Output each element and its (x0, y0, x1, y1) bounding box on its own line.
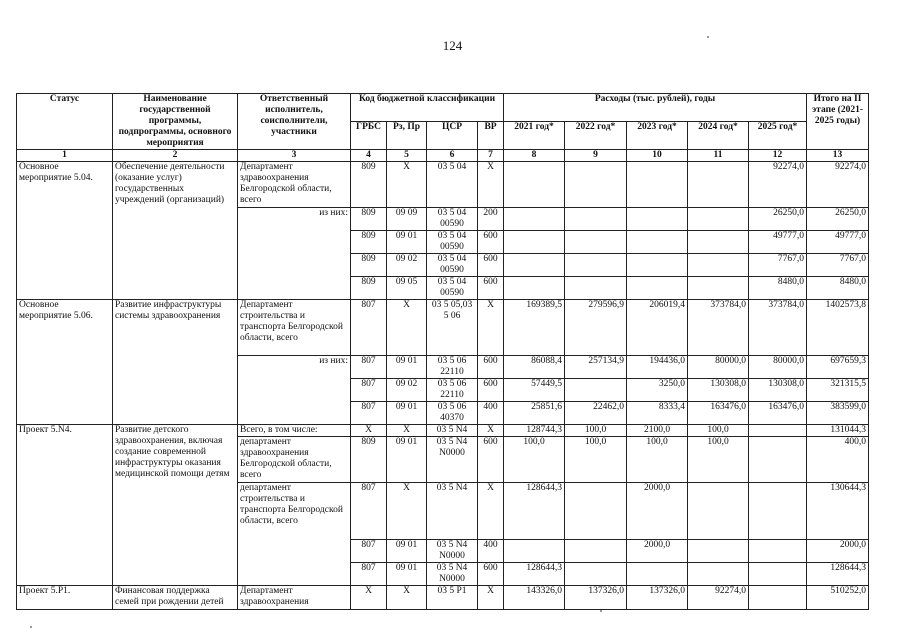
amount-2023: 137326,0 (627, 586, 688, 610)
col-num: 8 (504, 150, 565, 162)
col-num: 9 (565, 150, 627, 162)
responsible-cell: Департамент здравоохранения Белгородской области, всего (238, 162, 351, 208)
status-cell: Проект 5.Р1. (17, 586, 113, 610)
amount-2021: 128744,3 (504, 425, 565, 437)
header-row-1 (17, 94, 869, 122)
header-total: Итого на II этапе (2021-2025 годы) (807, 94, 869, 150)
amount-2023 (627, 254, 688, 277)
amount-2024: 130308,0 (688, 379, 749, 402)
amount-2023: 3250,0 (627, 379, 688, 402)
grbs-cell: 807 (351, 483, 387, 540)
table-row (17, 300, 869, 356)
header-vr: ВР (478, 122, 504, 150)
name-cell: Финансовая поддержка семей при рождении детей (113, 586, 238, 610)
csr-cell: 03 5 04 00590 (427, 208, 478, 231)
amount-2025: 8480,0 (749, 277, 807, 300)
amount-2022 (565, 379, 627, 402)
amount-total: 92274,0 (807, 162, 869, 208)
rzpr-cell: Х (387, 300, 427, 356)
csr-cell: 03 5 04 00590 (427, 254, 478, 277)
scan-speck (600, 610, 602, 612)
csr-cell: 03 5 N4 (427, 425, 478, 437)
amount-2022: 100,0 (565, 425, 627, 437)
amount-2022 (565, 231, 627, 254)
grbs-cell: 809 (351, 437, 387, 483)
header-rzpr: Рз, Пр (387, 122, 427, 150)
amount-total: 1402573,8 (807, 300, 869, 356)
col-num: 7 (478, 150, 504, 162)
amount-total: 8480,0 (807, 277, 869, 300)
amount-2024: 100,0 (688, 425, 749, 437)
vr-cell: 600 (478, 254, 504, 277)
rzpr-cell: 09 01 (387, 563, 427, 586)
responsible-cell: Департамент здравоохранения (238, 586, 351, 610)
csr-cell: 03 5 N4 N0000 (427, 563, 478, 586)
amount-2021: 57449,5 (504, 379, 565, 402)
amount-total: 128644,3 (807, 563, 869, 586)
amount-2021: 169389,5 (504, 300, 565, 356)
amount-2021: 143326,0 (504, 586, 565, 610)
amount-total: 697659,3 (807, 356, 869, 379)
grbs-cell: 807 (351, 563, 387, 586)
amount-2024 (688, 208, 749, 231)
responsible-cell: департамент строительства и транспорта Белгородской области, всего (238, 483, 351, 586)
col-num: 4 (351, 150, 387, 162)
amount-2024 (688, 277, 749, 300)
vr-cell: 600 (478, 437, 504, 483)
column-numbers-row (17, 150, 869, 162)
name-cell: Развитие инфраструктуры системы здравоохранения (113, 300, 238, 425)
rzpr-cell: 09 01 (387, 402, 427, 425)
amount-2022 (565, 563, 627, 586)
amount-2025 (749, 586, 807, 610)
header-expenses: Расходы (тыс. рублей), годы (504, 94, 807, 122)
csr-cell: 03 5 Р1 (427, 586, 478, 610)
grbs-cell: Х (351, 586, 387, 610)
csr-cell: 03 5 04 00590 (427, 231, 478, 254)
amount-2022 (565, 277, 627, 300)
grbs-cell: 809 (351, 277, 387, 300)
amount-2023: 8333,4 (627, 402, 688, 425)
rzpr-cell: 09 01 (387, 231, 427, 254)
amount-total: 49777,0 (807, 231, 869, 254)
amount-2025 (749, 483, 807, 540)
rzpr-cell: Х (387, 162, 427, 208)
grbs-cell: 807 (351, 402, 387, 425)
responsible-cell: Всего, в том числе: (238, 425, 351, 437)
rzpr-cell: Х (387, 483, 427, 540)
amount-2025 (749, 425, 807, 437)
header-grbs: ГРБС (351, 122, 387, 150)
amount-total: 7767,0 (807, 254, 869, 277)
grbs-cell: 807 (351, 540, 387, 563)
vr-cell: 600 (478, 379, 504, 402)
amount-2023 (627, 563, 688, 586)
amount-total: 383599,0 (807, 402, 869, 425)
amount-2023: 194436,0 (627, 356, 688, 379)
amount-total: 2000,0 (807, 540, 869, 563)
amount-2022: 137326,0 (565, 586, 627, 610)
budget-table (16, 93, 869, 610)
rzpr-cell: 09 01 (387, 356, 427, 379)
amount-2022: 22462,0 (565, 402, 627, 425)
amount-2021 (504, 254, 565, 277)
vr-cell: 600 (478, 277, 504, 300)
amount-2021: 128644,3 (504, 563, 565, 586)
amount-2025: 163476,0 (749, 402, 807, 425)
amount-2022: 279596,9 (565, 300, 627, 356)
amount-2024: 100,0 (688, 437, 749, 483)
amount-2024: 80000,0 (688, 356, 749, 379)
amount-2021 (504, 277, 565, 300)
amount-total: 130644,3 (807, 483, 869, 540)
amount-total: 321315,5 (807, 379, 869, 402)
amount-2023: 206019,4 (627, 300, 688, 356)
amount-2023 (627, 162, 688, 208)
amount-2021: 100,0 (504, 437, 565, 483)
header-2025: 2025 год* (749, 122, 807, 150)
csr-cell: 03 5 06 22110 (427, 356, 478, 379)
rzpr-cell: 09 02 (387, 254, 427, 277)
amount-2021 (504, 208, 565, 231)
amount-2021 (504, 540, 565, 563)
vr-cell: Х (478, 483, 504, 540)
status-cell: Основное мероприятие 5.04. (17, 162, 113, 300)
amount-2022 (565, 540, 627, 563)
amount-2025 (749, 540, 807, 563)
amount-2022 (565, 254, 627, 277)
amount-2024: 373784,0 (688, 300, 749, 356)
amount-2021: 25851,6 (504, 402, 565, 425)
col-num: 10 (627, 150, 688, 162)
responsible-cell: из них: (238, 208, 351, 300)
amount-total: 400,0 (807, 437, 869, 483)
col-num: 6 (427, 150, 478, 162)
scan-speck (30, 626, 32, 628)
grbs-cell: 809 (351, 162, 387, 208)
amount-2023: 2100,0 (627, 425, 688, 437)
rzpr-cell: 09 02 (387, 379, 427, 402)
amount-2021 (504, 162, 565, 208)
grbs-cell: 809 (351, 208, 387, 231)
amount-2022 (565, 483, 627, 540)
header-2022: 2022 год* (565, 122, 627, 150)
vr-cell: 600 (478, 356, 504, 379)
amount-2024: 163476,0 (688, 402, 749, 425)
vr-cell: 400 (478, 540, 504, 563)
vr-cell: 600 (478, 231, 504, 254)
status-cell: Основное мероприятие 5.06. (17, 300, 113, 425)
csr-cell: 03 5 04 (427, 162, 478, 208)
amount-2022 (565, 208, 627, 231)
vr-cell: 200 (478, 208, 504, 231)
header-budget-code: Код бюджетной классификации (351, 94, 504, 122)
amount-2024 (688, 231, 749, 254)
amount-2024 (688, 563, 749, 586)
col-num: 1 (17, 150, 113, 162)
amount-2025: 80000,0 (749, 356, 807, 379)
rzpr-cell: 09 01 (387, 540, 427, 563)
csr-cell: 03 5 04 00590 (427, 277, 478, 300)
csr-cell: 03 5 06 40370 (427, 402, 478, 425)
amount-2021: 128644,3 (504, 483, 565, 540)
amount-2024 (688, 162, 749, 208)
col-num: 11 (688, 150, 749, 162)
vr-cell: Х (478, 300, 504, 356)
amount-2023 (627, 208, 688, 231)
amount-total: 510252,0 (807, 586, 869, 610)
amount-2025 (749, 437, 807, 483)
scan-speck (707, 36, 709, 38)
amount-2023 (627, 231, 688, 254)
grbs-cell: 807 (351, 379, 387, 402)
vr-cell: Х (478, 586, 504, 610)
vr-cell: 600 (478, 563, 504, 586)
vr-cell: Х (478, 162, 504, 208)
amount-2023: 2000,0 (627, 540, 688, 563)
csr-cell: 03 5 N4 N0000 (427, 437, 478, 483)
responsible-cell: из них: (238, 356, 351, 425)
rzpr-cell: 09 09 (387, 208, 427, 231)
amount-2025: 92274,0 (749, 162, 807, 208)
csr-cell: 03 5 06 22110 (427, 379, 478, 402)
amount-2022 (565, 162, 627, 208)
amount-2024: 92274,0 (688, 586, 749, 610)
responsible-cell: Департамент строительства и транспорта Белгородской области, всего (238, 300, 351, 356)
header-csr: ЦСР (427, 122, 478, 150)
amount-2024 (688, 483, 749, 540)
rzpr-cell: Х (387, 425, 427, 437)
vr-cell: 400 (478, 402, 504, 425)
grbs-cell: 809 (351, 231, 387, 254)
grbs-cell: Х (351, 425, 387, 437)
rzpr-cell: 09 05 (387, 277, 427, 300)
header-2021: 2021 год* (504, 122, 565, 150)
col-num: 2 (113, 150, 238, 162)
responsible-cell: департамент здравоохранения Белгородской области, всего (238, 437, 351, 483)
col-num: 3 (238, 150, 351, 162)
page-number: 124 (442, 38, 463, 53)
grbs-cell: 807 (351, 300, 387, 356)
header-name: Наименование государственной программы, подпрограммы, основного мероприятия (113, 94, 238, 150)
csr-cell: 03 5 N4 N0000 (427, 540, 478, 563)
header-2024: 2024 год* (688, 122, 749, 150)
amount-2024 (688, 540, 749, 563)
amount-2025: 7767,0 (749, 254, 807, 277)
amount-2021: 86088,4 (504, 356, 565, 379)
table-row (17, 586, 869, 610)
amount-2025: 49777,0 (749, 231, 807, 254)
col-num: 12 (749, 150, 807, 162)
amount-2025: 26250,0 (749, 208, 807, 231)
amount-2025: 373784,0 (749, 300, 807, 356)
header-responsible: Ответственный исполнитель, соисполнители, участники (238, 94, 351, 150)
rzpr-cell: 09 01 (387, 437, 427, 483)
status-cell: Проект 5.N4. (17, 425, 113, 586)
table-row (17, 162, 869, 208)
amount-2024 (688, 254, 749, 277)
amount-total: 131044,3 (807, 425, 869, 437)
csr-cell: 03 5 05,03 5 06 (427, 300, 478, 356)
grbs-cell: 809 (351, 254, 387, 277)
table-row (17, 425, 869, 437)
csr-cell: 03 5 N4 (427, 483, 478, 540)
header-2023: 2023 год* (627, 122, 688, 150)
vr-cell: Х (478, 425, 504, 437)
header-status: Статус (17, 94, 113, 150)
amount-total: 26250,0 (807, 208, 869, 231)
amount-2025: 130308,0 (749, 379, 807, 402)
name-cell: Обеспечение деятельности (оказание услуг) государственных учреждений (организаций) (113, 162, 238, 300)
amount-2023: 2000,0 (627, 483, 688, 540)
amount-2023: 100,0 (627, 437, 688, 483)
amount-2023 (627, 277, 688, 300)
amount-2025 (749, 563, 807, 586)
name-cell: Развитие детского здравоохранения, включая создание современной инфраструктуры оказания медицинской помощи детям (113, 425, 238, 586)
amount-2021 (504, 231, 565, 254)
rzpr-cell: Х (387, 586, 427, 610)
col-num: 5 (387, 150, 427, 162)
grbs-cell: 807 (351, 356, 387, 379)
amount-2022: 100,0 (565, 437, 627, 483)
amount-2022: 257134,9 (565, 356, 627, 379)
col-num: 13 (807, 150, 869, 162)
